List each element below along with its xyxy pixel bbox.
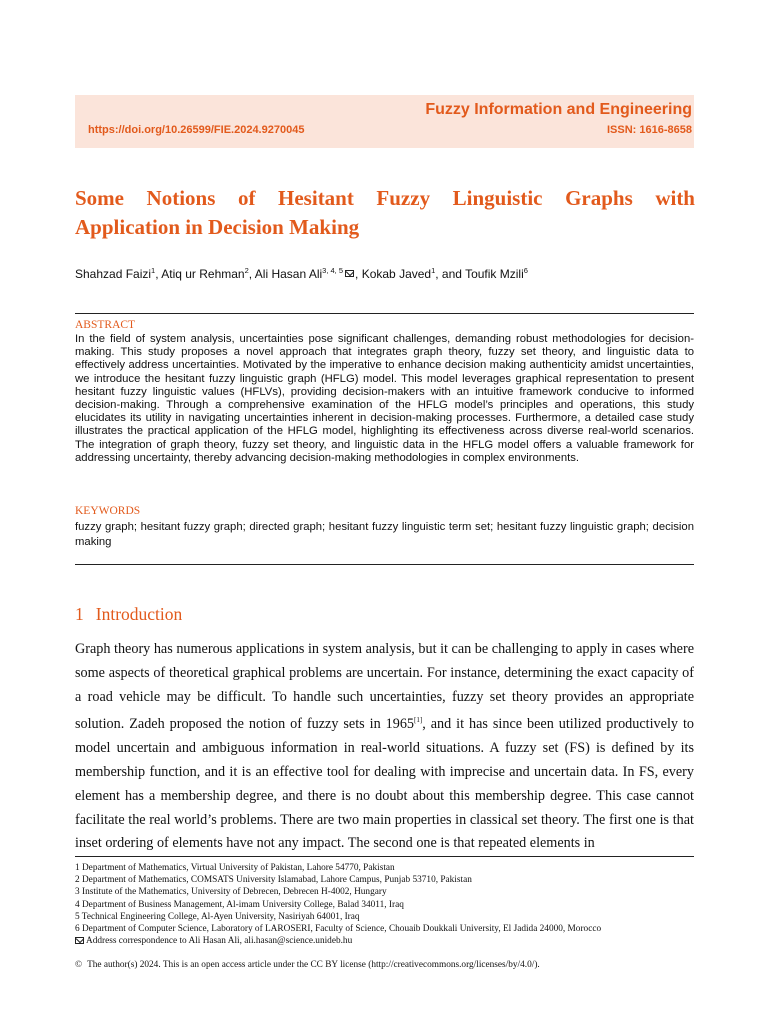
section-heading-introduction: [75, 604, 182, 625]
journal-header-banner: [75, 95, 694, 148]
author-list: [75, 266, 528, 281]
author-separator: ,: [355, 267, 362, 281]
license-text: The author(s) 2024. This is an open access article under the CC BY license (http://creativecommons.org/licenses/by/4.0/).: [87, 960, 540, 970]
article-title-line-2: Application in Decision Making: [75, 215, 360, 239]
footnote: 3 Institute of the Mathematics, University of Debrecen, Debrecen H-4002, Hungary: [75, 887, 387, 898]
affiliation-footnotes: [75, 862, 695, 947]
author-affiliation: 1: [151, 266, 156, 275]
keywords-label: KEYWORDS: [75, 505, 141, 517]
divider: [75, 564, 694, 565]
license-note: [75, 960, 540, 970]
keywords-text: fuzzy graph; hesitant fuzzy graph; directed graph; hesitant fuzzy linguistic term set; hesitant fuzzy linguistic graph; decision making: [75, 521, 694, 548]
doi-link[interactable]: https://doi.org/10.26599/FIE.2024.9270045: [88, 124, 305, 136]
author-name: Atiq ur Rehman: [161, 267, 245, 281]
mail-icon: [75, 937, 84, 944]
correspondence-note: [75, 935, 695, 947]
section-number: 1: [75, 604, 84, 624]
introduction-text: , and it has since been utilized productively to model uncertain and ambiguous information in real-world situations. A fuzzy set (FS) is defined by its membership function, and it is an effective tool for dealing with imprecise and uncertain data. In FS, every element has a membership degree, and there is no doubt about this membership degree. This case cannot facilitate the real world’s problems. There are two main properties in classical set theory. The first one is that inset ordering of elements have not any impact. The second one is that repeated elements in: [75, 716, 694, 852]
footnote: 4 Department of Business Management, Al-imam University College, Balad 34011, Iraq: [75, 899, 404, 910]
author-separator: , and: [435, 267, 466, 281]
mail-icon[interactable]: [345, 270, 354, 277]
footnote: 1 Department of Mathematics, Virtual University of Pakistan, Lahore 54770, Pakistan: [75, 863, 395, 873]
footnote: 5 Technical Engineering College, Al-Ayen University, Nasiriyah 64001, Iraq: [75, 911, 360, 922]
abstract-text: In the field of system analysis, uncertainties pose significant challenges, demanding robust methodologies for decision-making. This study proposes a novel approach that integrates graph theory, fuzzy set theory, and linguistic data to effectively address uncertainties. Motivated by the imperative to enhance decision making authenticity amidst uncertainties, we introduce the hesitant fuzzy linguistic graph (HFLG) model. This model leverages graphical representation to present hesitant fuzzy linguistic values (HFLVs), providing decision-makers with an intuitive framework conducive to informed decision-making. Through a comprehensive examination of the HFLG model’s principles and operations, this study elucidates its utility in navigating uncertainties inherent in decision-making processes. Furthermore, a detailed case study illustrates the practical application of the HFLG model, highlighting its effectiveness across diverse real-world scenarios. The integration of graph theory, fuzzy set theory, and linguistic data in the HFLG model offers a valuable framework for addressing uncertainty, thereby advancing decision-making methodologies in complex environments.: [75, 333, 694, 464]
author-affiliation: 3, 4, 5: [322, 266, 344, 275]
footnote: 6 Department of Computer Science, Laboratory of LAROSERI, Faculty of Science, Chouaib Doukkali University, El Jadida 24000, Morocco: [75, 924, 602, 935]
citation-link[interactable]: [1]: [414, 716, 423, 725]
correspondence-text: Address correspondence to Ali Hasan Ali, ali.hasan@science.unideb.hu: [86, 936, 353, 947]
author-separator: ,: [248, 267, 255, 281]
author-affiliation: 1: [431, 266, 436, 275]
article-title-line-1: Some Notions of Hesitant Fuzzy Linguistic Graphs with: [75, 186, 695, 210]
author-name: Shahzad Faizi: [75, 267, 152, 281]
footnote-divider: [75, 856, 694, 857]
introduction-paragraph: [75, 638, 694, 856]
footnote: 2 Department of Mathematics, COMSATS University Islamabad, Lahore Campus, Punjab 53710, Pakistan: [75, 875, 472, 886]
author-affiliation: 2: [244, 266, 249, 275]
abstract-label: ABSTRACT: [75, 319, 136, 331]
section-title: Introduction: [95, 604, 183, 624]
article-title: [75, 184, 695, 242]
introduction-text: Graph theory has numerous applications in system analysis, but it can be challenging to apply in cases where some aspects of theoretical graphical problems are uncertain. For instance, determining the exact capacity of a road vehicle may be difficult. To handle such uncertainties, fuzzy set theory provides an appropriate solution. Zadeh proposed the notion of fuzzy sets in 1965: [75, 641, 694, 733]
copyright-symbol: ©: [75, 960, 83, 970]
author-affiliation: 6: [523, 266, 528, 275]
author-name: Toufik Mzili: [465, 267, 524, 281]
divider: [75, 313, 694, 314]
issn-label: ISSN: 1616-8658: [607, 124, 692, 136]
journal-name: Fuzzy Information and Engineering: [425, 101, 692, 118]
author-name: Kokab Javed: [361, 267, 432, 281]
author-name: Ali Hasan Ali: [254, 267, 323, 281]
author-separator: ,: [155, 267, 162, 281]
